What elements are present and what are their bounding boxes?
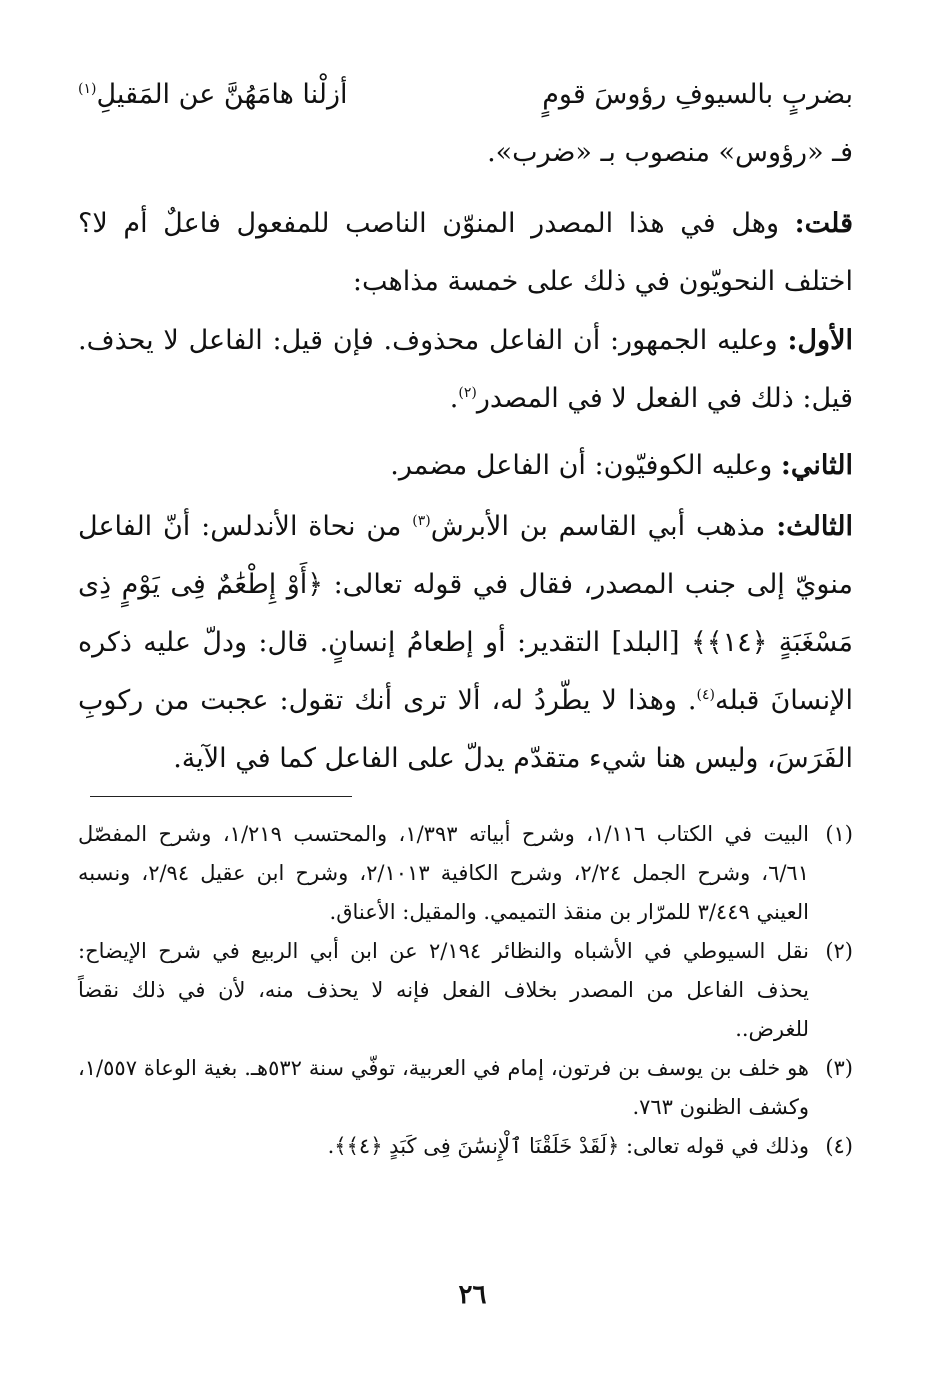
first-opinion-label: الأول: — [787, 325, 853, 356]
page-number: ٢٦ — [458, 1280, 487, 1310]
paragraph-first-opinion — [78, 312, 853, 428]
footnote-ref-4[interactable]: (٤) — [696, 687, 715, 703]
verse-second-hemistich-text: أزلْنا هامَهُنَّ عن المَقيلِ — [96, 79, 348, 110]
paragraph-third-opinion — [78, 498, 853, 788]
footnote-text: البيت في الكتاب ١/١١٦، وشرح أبياته ١/٣٩٣، والمحتسب ١/٢١٩، وشرح المفصّل ٦/٦١، وشرح الجمل ٢/٢٤، وشرح الكافية ٢/١٠١٣، وشرح ابن عقيل ٢/٩٤، ونسبه العيني ٣/٤٤٩ للمرّار بن منقذ التميمي. والمقيل: الأعناق. — [78, 822, 810, 924]
verse-second-hemistich — [78, 66, 348, 124]
verse-first-hemistich: بضربٍ بالسيوفِ رؤوسَ قومٍ — [542, 79, 853, 110]
footnote-divider — [90, 796, 352, 797]
poetry-verse — [78, 66, 853, 124]
paragraph-rous-text: فـ «رؤوس» منصوب بـ «ضرب». — [487, 137, 853, 168]
paragraph-qult-text: وهل في هذا المصدر المنوّن الناصب للمفعول فاعلٌ أم لا؟ اختلف النحويّون في ذلك على خمسة مذاهب: — [78, 208, 853, 297]
footnote-number: (٤) — [825, 1134, 853, 1158]
first-opinion-text: وعليه الجمهور: أن الفاعل محذوف. فإن قيل: الفاعل لا يحذف. قيل: ذلك في الفعل لا في المصدر — [78, 325, 853, 414]
paragraph-second-opinion — [78, 437, 853, 495]
paragraph-rous — [78, 124, 853, 182]
footnote-1 — [78, 815, 853, 932]
verse-footnote-ref[interactable]: (١) — [78, 81, 97, 97]
footnote-4 — [78, 1127, 853, 1166]
footnote-ref-2[interactable]: (٢) — [458, 385, 477, 401]
second-opinion-text: وعليه الكوفيّون: أن الفاعل مضمر. — [390, 450, 773, 481]
footnote-text: نقل السيوطي في الأشباه والنظائر ٢/١٩٤ عن ابن أبي الربيع في شرح الإيضاح: يحذف الفاعل من المصدر بخلاف الفعل فإنه لا يحذف منه، لأن في ذلك نقضاً للغرض.. — [78, 939, 809, 1041]
footnote-text: هو خلف بن يوسف بن فرتون، إمام في العربية، توفّي سنة ٥٣٢هـ. بغية الوعاة ١/٥٥٧، وكشف الظنون ٧٦٣. — [78, 1056, 810, 1119]
paragraph-qult-label: قلت: — [794, 208, 853, 239]
footnote-ref-3[interactable]: (٣) — [412, 513, 431, 529]
footnote-3 — [78, 1049, 853, 1127]
footnotes-section — [78, 815, 853, 1166]
footnote-2 — [78, 932, 853, 1049]
footnote-text: وذلك في قوله تعالى: ﴿لَقَدْ خَلَقْنَا ٱلْإِنسَٰنَ فِى كَبَدٍ ﴿٤﴾﴾. — [327, 1134, 809, 1158]
third-opinion-text-1: مذهب أبي القاسم بن الأبرش — [430, 511, 766, 542]
footnote-number: (٢) — [825, 939, 853, 963]
third-opinion-label: الثالث: — [776, 511, 853, 542]
paragraph-qult — [78, 195, 853, 311]
footnote-number: (٣) — [825, 1056, 853, 1080]
third-opinion-text-3: . وهذا لا يطّردُ له، ألا ترى أنك تقول: عجبت من ركوبِ الفَرَسَ، وليس هنا شيء متقدّم يدلّ على الفاعل كما في الآية. — [78, 685, 853, 774]
footnote-number: (١) — [825, 822, 853, 846]
second-opinion-label: الثاني: — [780, 450, 853, 481]
third-opinion-text-2: من نحاة الأندلس: أنّ الفاعل منويّ إلى جنب المصدر، فقال في قوله تعالى: ﴿أَوْ إِطْعَٰمٌ فِى يَوْمٍ ذِى مَسْغَبَةٍ ﴿١٤﴾﴾ [البلد] التقدير: أو إطعامُ إنسانٍ. قال: ودلّ عليه ذكره الإنسانَ قبله — [78, 511, 853, 716]
first-opinion-end: . — [449, 383, 459, 414]
